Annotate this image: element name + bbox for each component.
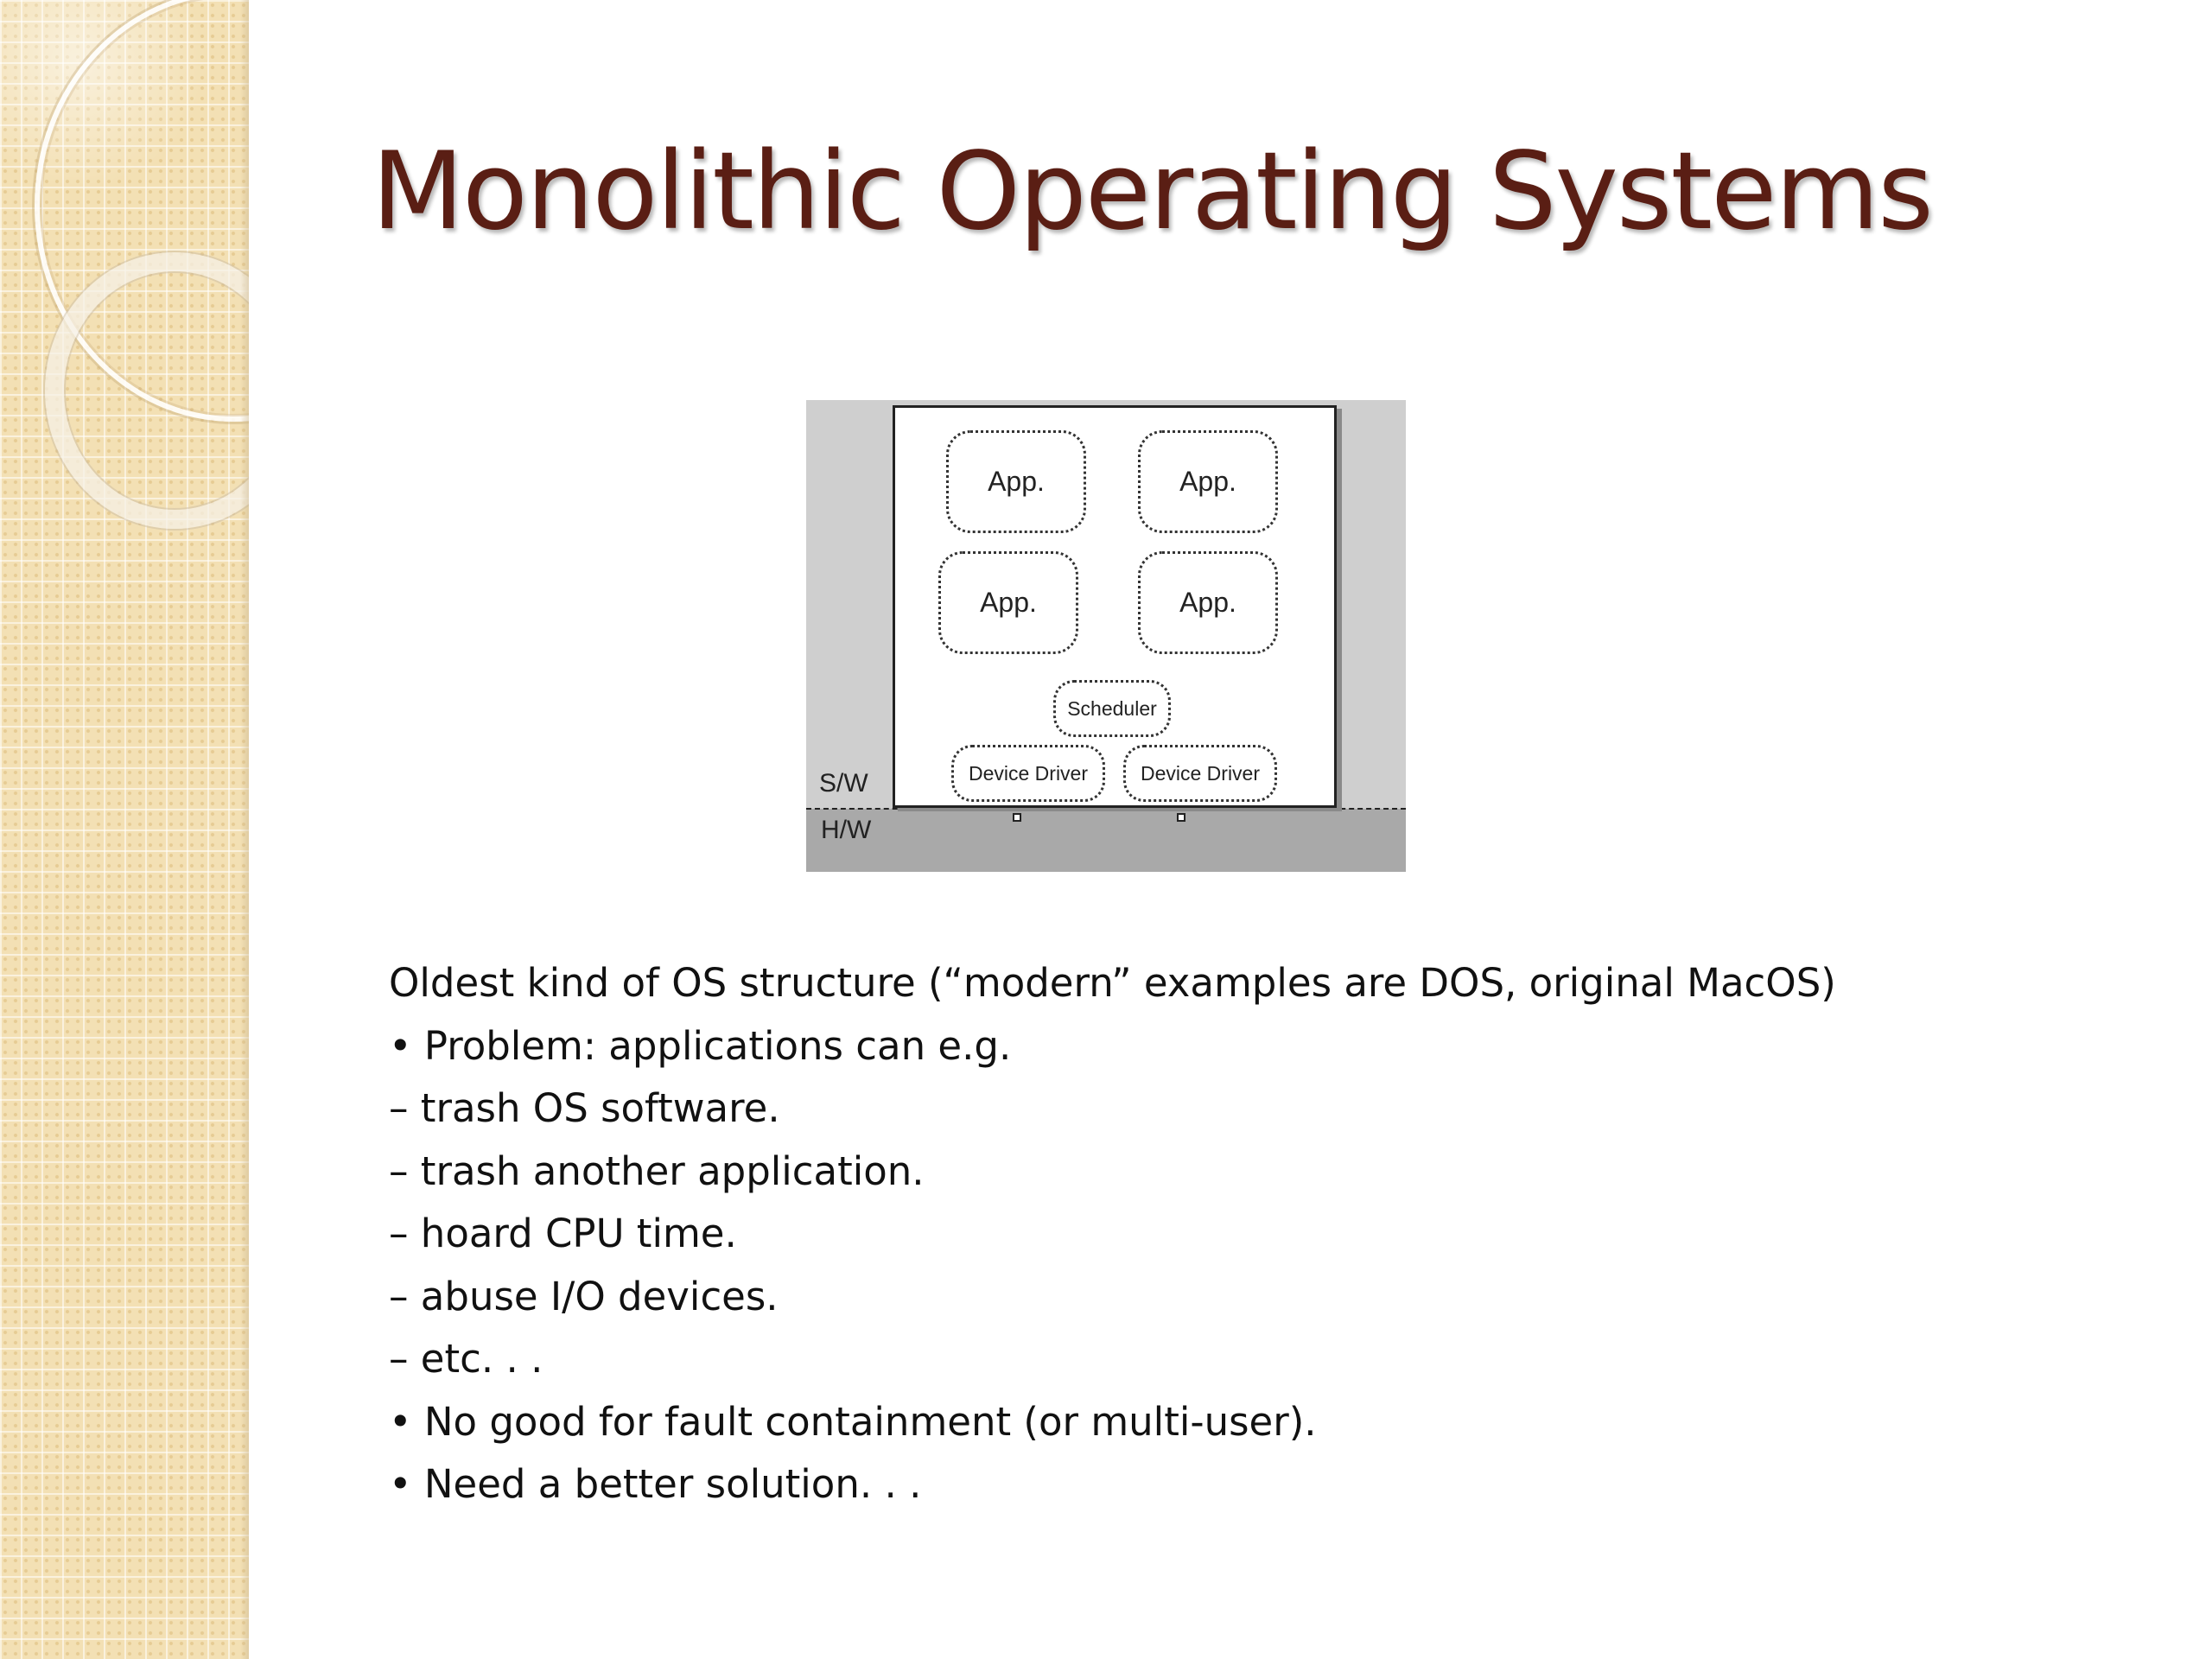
app-box: App. (938, 551, 1078, 654)
decorative-sidebar (0, 0, 249, 1659)
body-line-subitem: – trash another application. (389, 1147, 925, 1194)
body-line-bullet: • Problem: applications can e.g. (389, 1022, 1012, 1069)
body-line-bullet: • Need a better solution. . . (389, 1461, 922, 1507)
body-line-subitem: – abuse I/O devices. (389, 1273, 779, 1319)
software-layer-label: S/W (819, 769, 868, 798)
app-box: App. (946, 430, 1086, 533)
slide-body (389, 957, 2169, 1522)
device-driver-box: Device Driver (1123, 745, 1277, 802)
body-line-intro: Oldest kind of OS structure (“modern” examples are DOS, original MacOS) (389, 960, 1836, 1006)
hardware-port (1177, 813, 1185, 822)
software-hardware-boundary (806, 808, 1406, 810)
body-line-subitem: – etc. . . (389, 1336, 543, 1382)
sidebar-edge (240, 0, 249, 1659)
body-line-subitem: – hoard CPU time. (389, 1211, 737, 1256)
device-driver-box: Device Driver (951, 745, 1105, 802)
scheduler-box: Scheduler (1053, 680, 1171, 737)
os-structure-diagram (806, 400, 1406, 872)
body-line-subitem: – trash OS software. (389, 1085, 780, 1131)
app-box: App. (1138, 430, 1278, 533)
app-box: App. (1138, 551, 1278, 654)
slide-title: Monolithic Operating Systems (372, 130, 1932, 254)
body-line-bullet: • No good for fault containment (or multi-user). (389, 1398, 1317, 1445)
hardware-layer-label: H/W (821, 816, 872, 844)
hardware-layer (806, 809, 1406, 872)
hardware-port (1013, 813, 1021, 822)
